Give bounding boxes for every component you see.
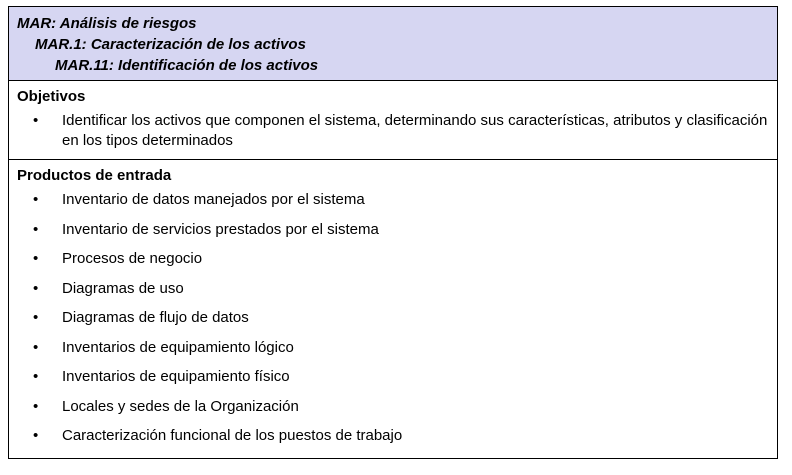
header-line-process: MAR: Análisis de riesgos (17, 15, 197, 32)
bullet-icon: • (33, 191, 39, 208)
list-item-text: Caracterización funcional de los puestos de trabajo (62, 427, 403, 444)
list-item (17, 220, 769, 240)
inputs-section (9, 159, 777, 458)
list-item (17, 111, 769, 151)
list-item (17, 308, 769, 328)
list-item-text: Diagramas de uso (62, 279, 184, 297)
bullet-icon: • (33, 397, 39, 415)
list-item-text: Locales y sedes de la Organización (62, 397, 299, 415)
list-item-text: Inventarios de equipamiento físico (62, 368, 290, 385)
bullet-icon: • (33, 220, 39, 238)
list-item-text: Inventario de datos manejados por el sistema (62, 191, 365, 208)
bullet-icon: • (33, 250, 39, 267)
list-item (17, 338, 769, 358)
list-item (17, 397, 769, 417)
list-item (17, 279, 769, 299)
list-item (17, 426, 769, 446)
list-item (17, 249, 769, 269)
bullet-icon: • (33, 427, 39, 444)
header-line-activity: MAR.1: Caracterización de los activos (35, 36, 306, 53)
list-item (17, 367, 769, 387)
objectives-title: Objetivos (17, 88, 86, 105)
list-item-text: Identificar los activos que componen el sistema, determinando sus características, atributos y clasificación en los tipos determinados (62, 112, 768, 149)
bullet-icon: • (33, 338, 39, 356)
list-item-text: Inventarios de equipamiento lógico (62, 338, 294, 356)
table-header (9, 7, 777, 81)
objectives-section (9, 81, 777, 159)
list-item-text: Procesos de negocio (62, 250, 203, 267)
bullet-icon: • (33, 112, 39, 129)
bullet-icon: • (33, 279, 39, 297)
bullet-icon: • (33, 309, 39, 326)
list-item-text: Diagramas de flujo de datos (62, 309, 249, 326)
inputs-title: Productos de entrada (17, 167, 172, 184)
task-table (8, 6, 778, 459)
objectives-list (17, 111, 769, 151)
inputs-list (17, 190, 769, 446)
list-item-text: Inventario de servicios prestados por el sistema (62, 220, 379, 238)
header-line-task: MAR.11: Identificación de los activos (55, 57, 319, 74)
bullet-icon: • (33, 368, 39, 385)
list-item (17, 190, 769, 210)
